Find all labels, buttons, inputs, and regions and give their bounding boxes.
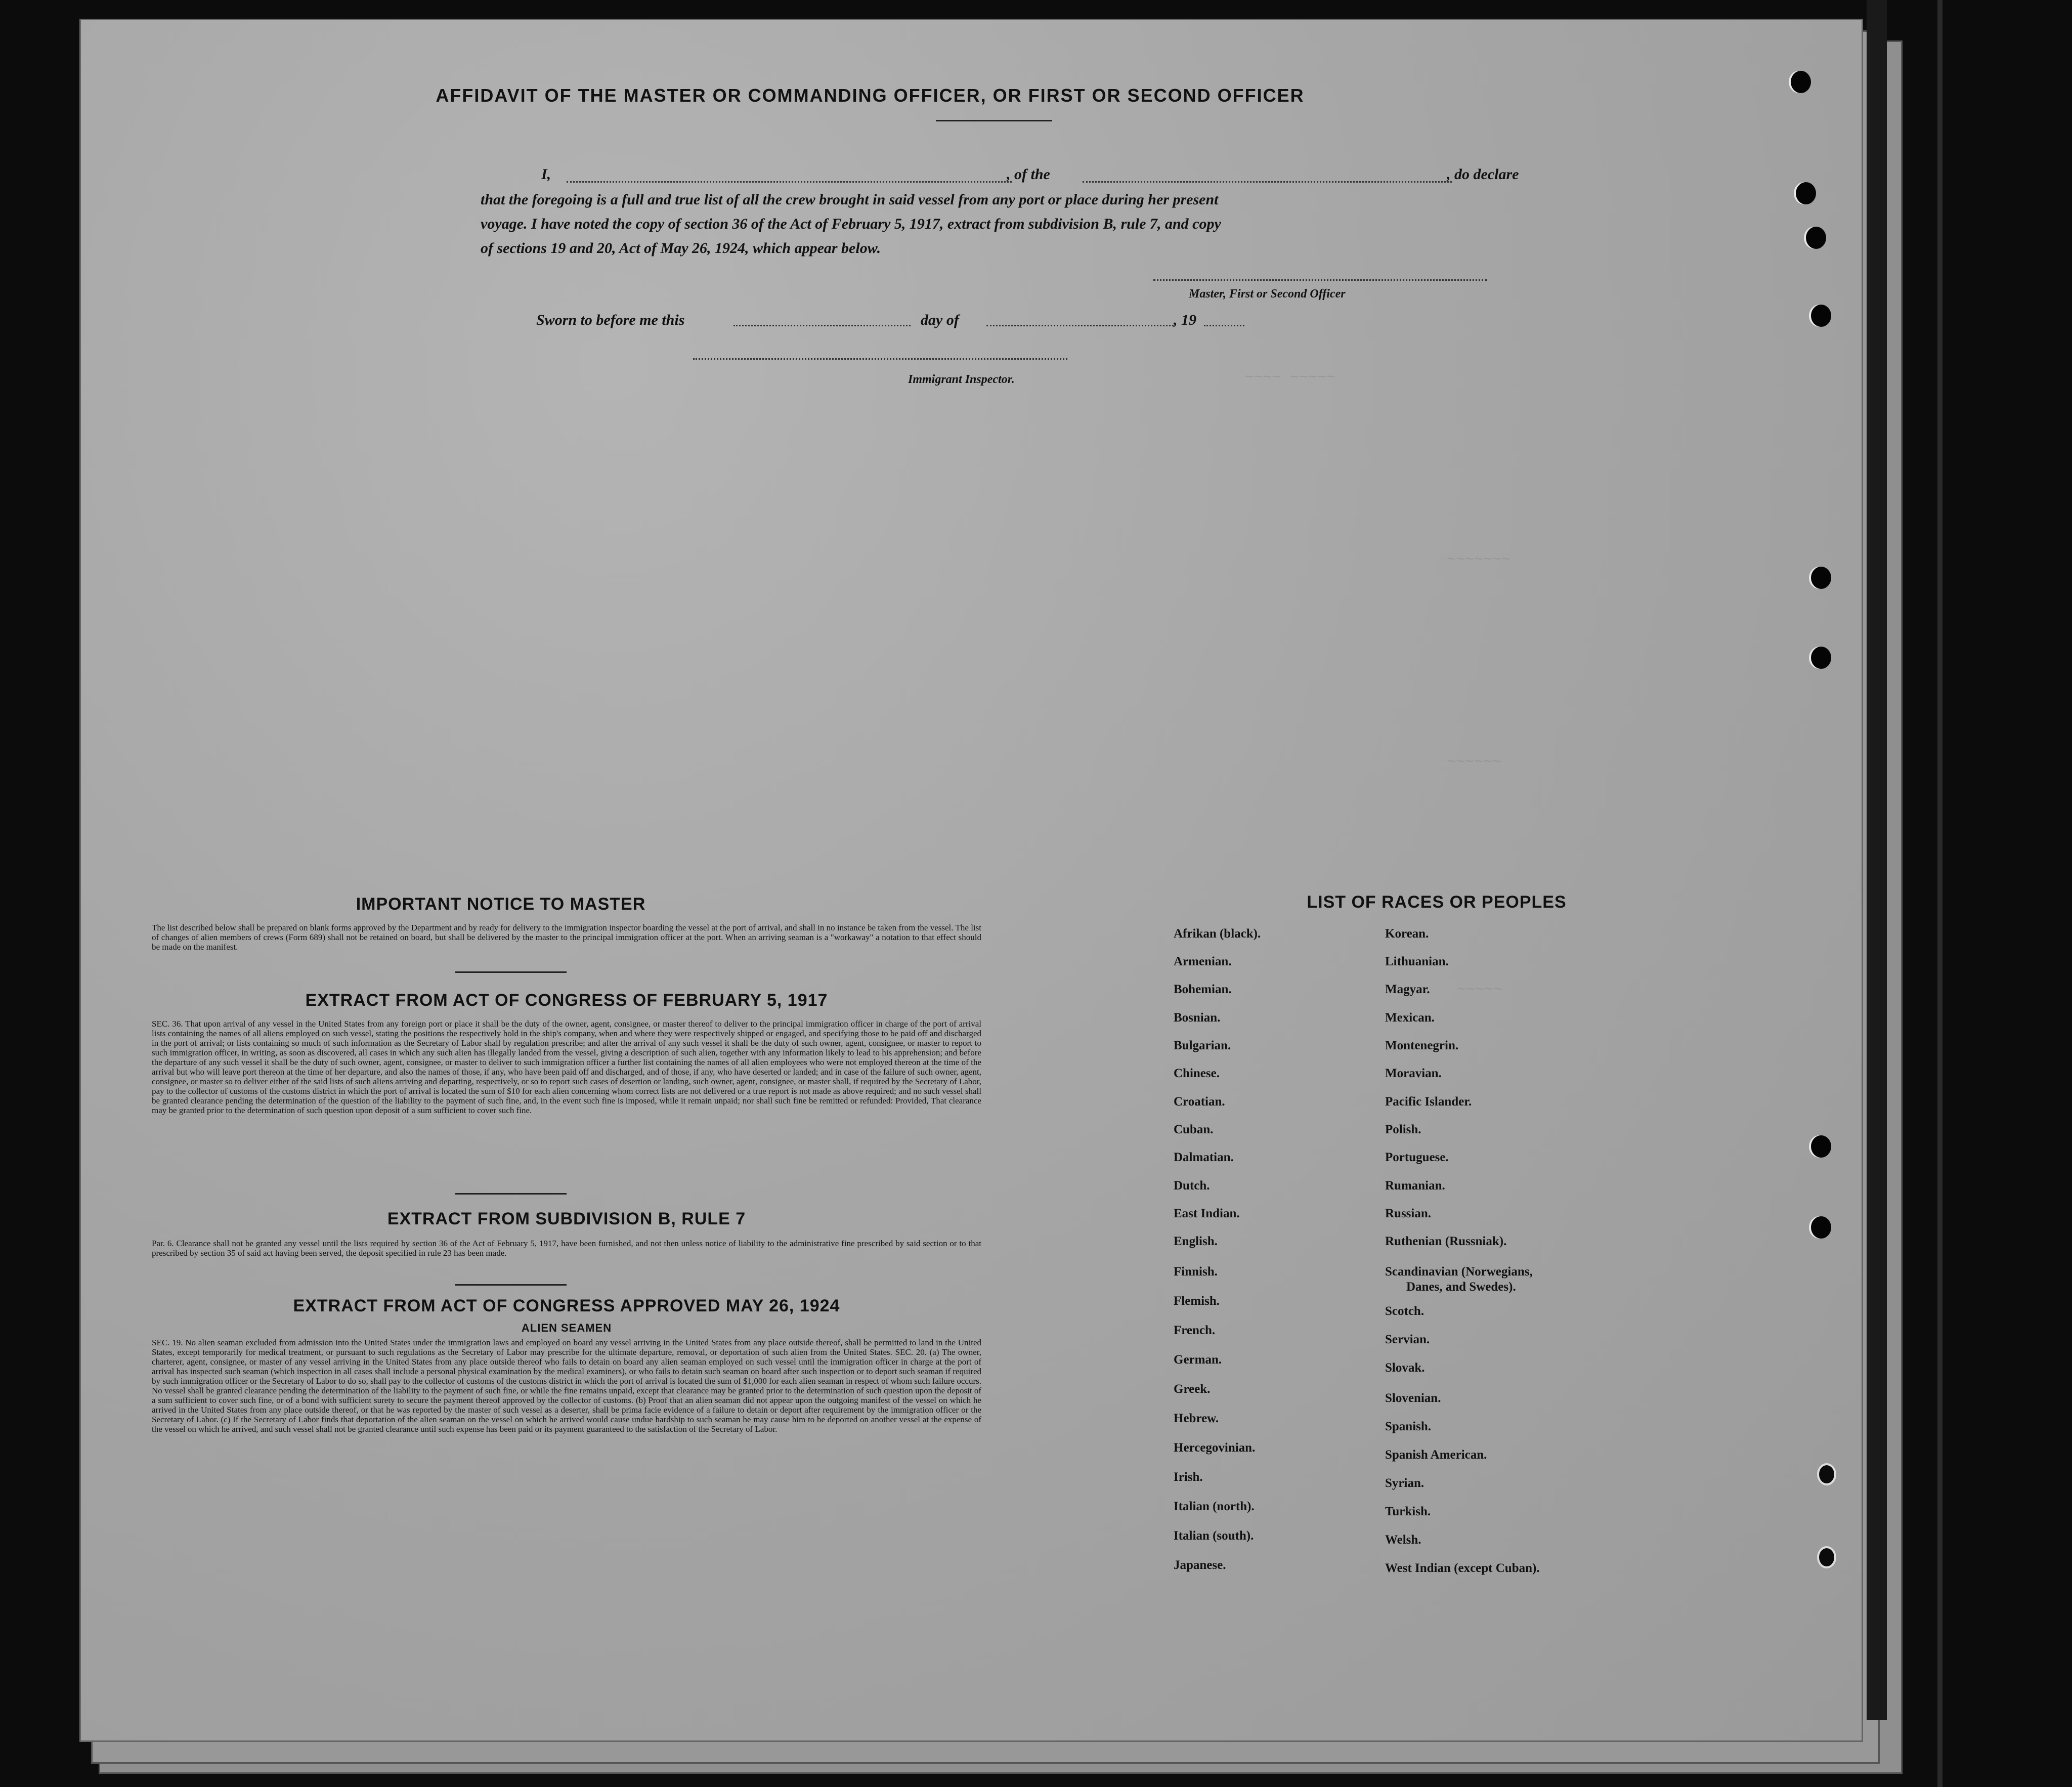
race-item: Afrikan (black). [1174, 927, 1261, 941]
of-the-word: , of the [1007, 166, 1050, 183]
notice-divider [455, 971, 567, 973]
binding-hole [1811, 1216, 1831, 1239]
race-item: English. [1174, 1235, 1218, 1248]
race-item: German. [1174, 1353, 1222, 1367]
extract-1917-divider [455, 1193, 567, 1195]
race-item: Italian (south). [1174, 1529, 1254, 1543]
year-label: , 19 [1174, 312, 1196, 328]
race-item: Magyar. [1385, 983, 1430, 996]
race-item: Korean. [1385, 927, 1429, 941]
race-item: Irish. [1174, 1470, 1203, 1484]
race-item: Greek. [1174, 1382, 1211, 1396]
race-item: French. [1174, 1324, 1216, 1337]
binding-strip-edge [1937, 0, 1942, 1787]
race-item: Bulgarian. [1174, 1039, 1231, 1052]
vessel-name-field[interactable] [1083, 181, 1452, 183]
race-item: Rumanian. [1385, 1179, 1445, 1193]
race-item: Syrian. [1385, 1476, 1424, 1490]
bleed-through-mark: ~~~~~~ [1447, 754, 1502, 771]
extract-1924-subtitle: ALIEN SEAMEN [521, 1322, 612, 1334]
race-item: Flemish. [1174, 1294, 1220, 1308]
officer-signature-line[interactable] [1153, 279, 1487, 281]
sworn-day-field[interactable] [733, 325, 911, 326]
declaration-line: of sections 19 and 20, Act of May 26, 1924, which appear below. [481, 240, 881, 257]
race-item: Pacific Islander. [1385, 1095, 1472, 1109]
race-item: Croatian. [1174, 1095, 1225, 1109]
race-item: Japanese. [1174, 1558, 1226, 1572]
sworn-month-field[interactable] [986, 325, 1174, 326]
binding-hole [1811, 305, 1831, 327]
race-item: East Indian. [1174, 1207, 1240, 1220]
day-of-label: day of [921, 312, 959, 328]
inspector-signature-line[interactable] [693, 358, 1067, 360]
binding-hole [1806, 227, 1826, 249]
race-item: Scandinavian (Norwegians, [1385, 1265, 1533, 1279]
inspector-label: Immigrant Inspector. [908, 373, 1015, 386]
binding-hole [1811, 1135, 1831, 1158]
bleed-through-mark: ~~~~ ~~~~~ [1244, 369, 1336, 387]
binding-hole [1796, 182, 1816, 204]
race-item: Turkish. [1385, 1505, 1431, 1518]
race-item: Lithuanian. [1385, 955, 1449, 968]
extract-rule7-title: EXTRACT FROM SUBDIVISION B, RULE 7 [387, 1209, 746, 1228]
race-item: Servian. [1385, 1333, 1430, 1346]
binding-hole [1811, 567, 1831, 589]
extract-1924-title: EXTRACT FROM ACT OF CONGRESS APPROVED MAY 26, 1924 [293, 1296, 840, 1315]
extract-rule7-body: Par. 6. Clearance shall not be granted any vessel until the lists required by section 36 of the Act of February 5, 1917, have been furnished, and not then unless notice of liability to the administrative fine prescribed by said section or to that prescribed by section 35 of said act having been served, the deposit specified in rule 23 has been made. [152, 1239, 981, 1258]
race-item: Welsh. [1385, 1533, 1421, 1547]
bleed-through-mark: ~~~~~ [1457, 982, 1503, 999]
do-declare-word: , do declare [1447, 166, 1519, 183]
binding-strip [1867, 0, 1887, 1720]
race-item: Finnish. [1174, 1265, 1218, 1279]
race-item: Montenegrin. [1385, 1039, 1459, 1052]
race-item: Hercegovinian. [1174, 1441, 1256, 1455]
race-item: Spanish American. [1385, 1448, 1487, 1462]
race-item: Spanish. [1385, 1420, 1432, 1433]
declarant-name-field[interactable] [567, 181, 1012, 183]
binding-hole [1817, 1463, 1836, 1485]
race-item: Dalmatian. [1174, 1151, 1234, 1164]
notice-title: IMPORTANT NOTICE TO MASTER [356, 895, 646, 914]
race-item: Slovak. [1385, 1361, 1425, 1375]
race-item: Slovenian. [1385, 1391, 1441, 1405]
bleed-through-mark: ~~~~~~~ [1447, 551, 1511, 569]
race-item: Mexican. [1385, 1011, 1435, 1025]
race-item: Polish. [1385, 1123, 1421, 1136]
sworn-year-field[interactable] [1204, 325, 1244, 326]
race-item: Chinese. [1174, 1067, 1220, 1080]
race-item: Ruthenian (Russniak). [1385, 1235, 1507, 1248]
race-item: Russian. [1385, 1207, 1432, 1220]
race-item: West Indian (except Cuban). [1385, 1561, 1540, 1575]
declaration-line: that the foregoing is a full and true list of all the crew brought in said vessel from any port or place during her present [481, 191, 1219, 208]
race-item: Moravian. [1385, 1067, 1442, 1080]
race-item: Portuguese. [1385, 1151, 1449, 1164]
binding-hole [1811, 647, 1831, 669]
affidavit-title: AFFIDAVIT OF THE MASTER OR COMMANDING OFFICER, OR FIRST OR SECOND OFFICER [436, 85, 1305, 106]
race-item: Armenian. [1174, 955, 1232, 968]
binding-hole [1817, 1546, 1836, 1568]
extract-1917-body: SEC. 36. That upon arrival of any vessel in the United States from any foreign port or place it shall be the duty of the owner, agent, consignee, or master thereof to deliver to the principal immigration officer in charge of the port of arrival lists containing the names of all aliens employed on such vessel, stating the positions the respectively hold in the ship's company, when and where they were respectively shipped or engaged, and specifying those to be paid off and discharged in the port of arrival; or lists containing so much of such information as the Secretary of Labor shall by regulation prescribe; and after the arrival of any such vessel it shall be the duty of such owner, agent, consignee, or master to report to such immigration officer, in writing, as soon as discovered, all cases in which any such alien has illegally landed from the vessel, giving a description of such alien, together with any information likely to lead to his apprehension; and before the departure of any such vessel it shall be the duty of such owner, agent, consignee, or master to deliver to such immigration officer a further list containing the names of all alien employees who were not employed thereon at the time of the arrival but who will leave port thereon at the time of her departure, and also the names of those, if any, who have been paid off and discharged, and of those, if any, who have deserted or landed; and in case of the failure of such owner, agent, consignee, or master so to deliver either of the said lists of such aliens arriving and departing, respectively, or so to report such cases of desertion or landing, such owner, agent, consignee, or master shall, if required by the Secretary of Labor, pay to the collector of customs of the customs district in which the port of arrival is located the sum of $10 for each alien concerning whom correct lists are not delivered or a true report is not made as above required; and no such vessel shall be granted clearance pending the determination of the question of the liability to the payment of such fine, and, in the event such fine is imposed, while it remain unpaid; nor shall such fine be remitted or refunded: Provided, That clearance may be granted prior to the determination of such question upon deposit of a sum sufficient to cover such fine. [152, 1019, 981, 1115]
extract-1924-body: SEC. 19. No alien seaman excluded from admission into the United States under the immigration laws and employed on board any vessel arriving in the United States from any place outside thereof, shall be permitted to land in the United States, except temporarily for medical treatment, or pursuant to such regulations as the Secretary of Labor may prescribe for the ultimate departure, removal, or deportation of such alien from the United States. SEC. 20. (a) The owner, charterer, agent, consignee, or master of any vessel arriving in the United States from any place outside thereof who fails to detain on board any alien seaman employed on such vessel until the immigration officer in charge at the port of arrival has inspected such seaman (which inspection in all cases shall include a personal physical examination by the medical examiners), or who fails to detain such seaman on board after such inspection or to deport such seaman if required by such immigration officer or the Secretary of Labor to do so, shall pay to the collector of customs of the customs district in which the port of arrival is located the sum of $1,000 for each alien seaman in respect of whom such failure occurs. No vessel shall be granted clearance pending the determination of the liability to the payment of such fine, or while the fine remains unpaid, except that clearance may be granted prior to the determination of such question upon the deposit of a sum sufficient to cover such fine, or of a bond with sufficient surety to secure the payment thereof approved by the collector of customs. (b) Proof that an alien seaman did not appear upon the outgoing manifest of the vessel on which he arrived in the United States from any place outside thereof, or that he was reported by the master of such vessel as a deserter, shall be prima facie evidence of a failure to detain or deport after requirement by the immigration officer or the Secretary of Labor. (c) If the Secretary of Labor finds that deportation of the alien seaman on the vessel on which he arrived would cause undue hardship to such seaman he may cause him to be deported on another vessel at the expense of the vessel on which he arrived, and such vessel shall not be granted clearance until such expense has been paid or its payment guaranteed to the satisfaction of the Secretary of Labor. [152, 1338, 981, 1434]
notice-body: The list described below shall be prepared on blank forms approved by the Department and by ready for delivery to the immigration inspector boarding the vessel at the port of arrival, and shall in no instance be taken from the vessel. The list of changes of alien members of crews (Form 689) shall not be retained on board, but shall be delivered by the master to the principal immigration officer at the port. When an arriving seaman is a "workaway" a notation to that effect should be made on the manifest. [152, 923, 981, 952]
sworn-label: Sworn to before me this [536, 312, 685, 328]
extract-1917-title: EXTRACT FROM ACT OF CONGRESS OF FEBRUARY 5, 1917 [305, 991, 828, 1010]
race-item: Bohemian. [1174, 983, 1232, 996]
race-item: Bosnian. [1174, 1011, 1221, 1025]
extract-rule7-divider [455, 1284, 567, 1286]
races-title: LIST OF RACES OR PEOPLES [1307, 892, 1567, 912]
declarant-word: I, [541, 166, 551, 183]
binding-hole [1791, 71, 1811, 93]
race-item: Hebrew. [1174, 1412, 1219, 1425]
race-item: Cuban. [1174, 1123, 1214, 1136]
officer-signature-label: Master, First or Second Officer [1189, 287, 1346, 301]
race-item: Scotch. [1385, 1304, 1424, 1318]
race-item: Italian (north). [1174, 1500, 1255, 1513]
affidavit-page [81, 20, 1862, 1740]
race-item: Danes, and Swedes). [1406, 1280, 1516, 1294]
title-underline [936, 120, 1052, 121]
declaration-line: voyage. I have noted the copy of section 36 of the Act of February 5, 1917, extract from subdivision B, rule 7, and copy [481, 216, 1221, 232]
race-item: Dutch. [1174, 1179, 1210, 1193]
